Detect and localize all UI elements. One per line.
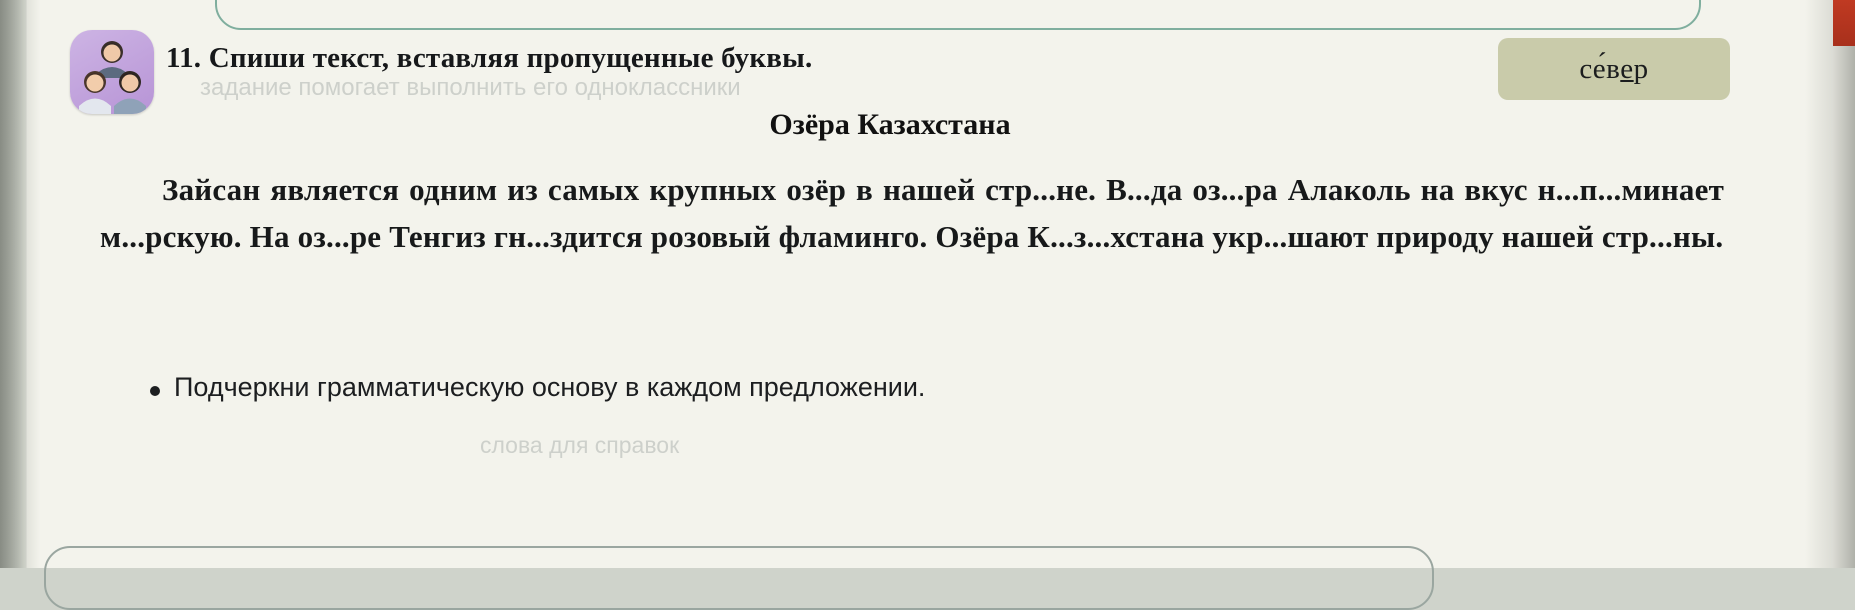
task-number: 11. bbox=[166, 42, 201, 74]
vocabulary-word-stressed: е́ bbox=[1593, 53, 1606, 86]
body-text: Зайсан является одним из самых крупных озёр в нашей стр...не. В...да оз...ра Алаколь на вкус н...п...минает м...рскую. На оз...ре Тенгиз гн...здится розовый фламинго. Озёра К...з...хстана укр...шают природу нашей стр...ны. bbox=[100, 166, 1724, 260]
vocabulary-word-chip bbox=[1498, 38, 1730, 100]
text-title: Озёра Казахстана bbox=[0, 108, 1780, 142]
red-corner-marker bbox=[1833, 0, 1855, 46]
bleed-text-upper: задание помогает выполнить его одноклассники bbox=[200, 74, 741, 102]
exercise-frame-above bbox=[215, 0, 1701, 30]
task-instruction-text: Спиши текст, вставляя пропущенные буквы. bbox=[209, 42, 813, 74]
vocabulary-word-underlined-letter: е bbox=[1620, 53, 1633, 86]
sub-task-text: Подчеркни грамматическую основу в каждом предложении. bbox=[174, 372, 925, 403]
sub-task-row bbox=[150, 372, 1450, 403]
vocabulary-word-before: с bbox=[1579, 53, 1592, 86]
task-instruction-line bbox=[166, 42, 1346, 75]
vocabulary-word-after: р bbox=[1634, 53, 1649, 86]
exercise-frame-below bbox=[44, 546, 1434, 610]
vocabulary-word-middle: в bbox=[1606, 53, 1620, 86]
pupils-group-icon bbox=[70, 30, 154, 114]
page-left-shadow bbox=[0, 0, 40, 568]
bleed-text-lower: слова для справок bbox=[480, 432, 679, 459]
bullet-dot-icon bbox=[150, 386, 160, 396]
page-right-shadow bbox=[1805, 0, 1855, 568]
